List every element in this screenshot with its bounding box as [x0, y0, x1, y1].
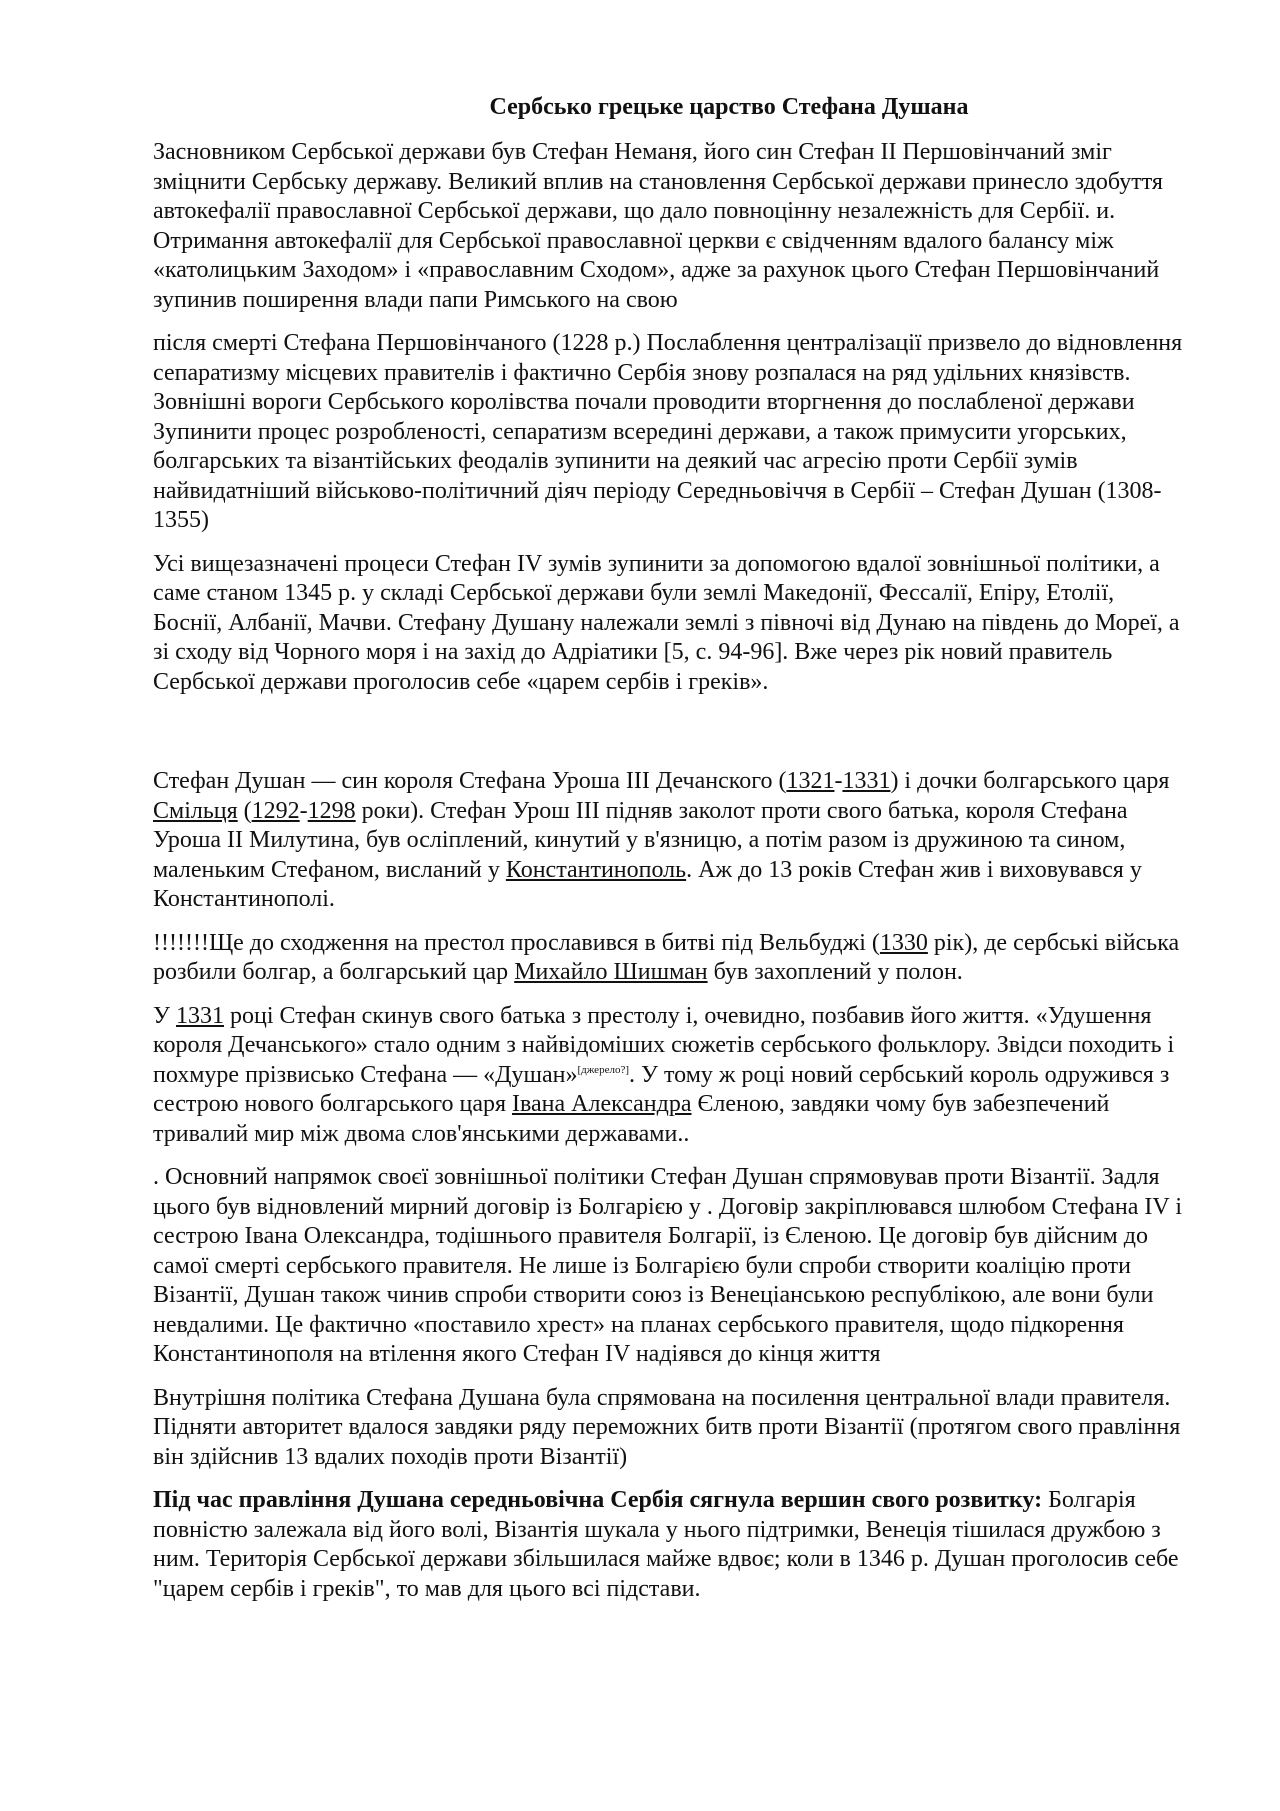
paragraph-5 — [153, 929, 1185, 988]
paragraph-9 — [153, 1486, 1185, 1604]
link-1298[interactable]: 1298 — [307, 797, 356, 824]
text-run: - — [299, 797, 308, 824]
text-run: Єленою, завдяки чому був забезпечений тривалий мир між двома слов'янськими державами.. — [153, 1091, 1110, 1147]
text-run: . Аж до 13 років Стефан жив і виховувався у Константинополі. — [153, 856, 1142, 912]
paragraph-7: . Основний напрямок своєї зовнішньої політики Стефан Душан спрямовував проти Візантії. Задля цього був відновлений мирний договір із Болгарією у . Договір закріплювався шлюбом Стефана IV і сестрою Івана Олександра, тодішнього правителя Болгарії, із Єленою. Це договір був дійсним до самої смерті сербського правителя. Не лише із Болгарією були спроби створити коаліцію проти Візантії, Душан також чинив спроби створити союз із Венеціанською республікою, але вони були невдалими. Це фактично «поставило хрест» на планах сербського правителя, щодо підкорення Константинополя на втілення якого Стефан IV надіявся до кінця життя — [153, 1164, 1182, 1367]
link-1331-year[interactable]: 1331 — [176, 1002, 224, 1029]
paragraph-6 — [153, 1002, 1185, 1150]
link-1330[interactable]: 1330 — [879, 929, 928, 956]
link-smilets[interactable]: Смільця — [153, 797, 238, 824]
text-run: був захоплений у полон. — [707, 959, 963, 985]
bold-lead: Під час правління Душана середньовічна Сербія сягнула вершин свого розвитку: — [153, 1487, 1043, 1513]
document-title: Сербсько грецьке царство Стефана Душана — [489, 94, 969, 120]
link-1331[interactable]: 1331 — [842, 768, 891, 794]
paragraph-3: Усі вищезазначені процеси Стефан IV зумів зупинити за допомогою вдалої зовнішньої політики, а саме станом 1345 р. у складі Сербської держави були землі Македонії, Фессалії, Епіру, Етолії, Боснії, Албанії, Мачви. Стефану Душану належали землі з півночі від Дунаю на південь до Мореї, а зі сходу від Чорного моря і на захід до Адріатики [5, с. 94-96]. Вже через рік новий правитель Сербської держави проголосив себе «царем сербів і греків». — [153, 550, 1180, 695]
text-run: році Стефан скинув свого батька з престолу і, очевидно, позбавив його життя. «Удушення короля Дечанського» стало одним з найвідоміших сюжетів сербського фольклору. Звідси походить і похмуре прізвисько Стефана — «Душан» — [153, 1002, 1175, 1088]
text-run: ( — [237, 797, 252, 824]
paragraph-gap — [153, 711, 1185, 767]
text-run: У — [153, 1002, 176, 1029]
text-run: Болгарія повністю залежала від його волі, Візантія шукала у нього підтримки, Венеція тішилася дружбою з ним. Територія Сербської держави збільшилася майже вдвоє; коли в 1346 р. Душан проголосив себе "царем сербів і греків", то мав для цього всі підстави. — [153, 1487, 1179, 1602]
link-1321[interactable]: 1321 — [786, 768, 835, 794]
text-run: рік), де сербські війська розбили болгар, а болгарський цар — [153, 929, 1180, 985]
link-mykhailo-shyshman[interactable]: Михайло Шишман — [514, 959, 708, 985]
paragraph-1: Засновником Сербської держави був Стефан Неманя, його син Стефан ІІ Першовінчаний зміг зміцнити Сербську державу. Великий вплив на становлення Сербської держави принесло здобуття автокефалії православної Сербської держави, що дало повноцінну незалежність для Сербії. и. Отримання автокефалії для Сербської православної церкви є свідченням вдалого балансу між «католицьким Заходом» і «православним Сходом», адже за рахунок цього Стефан Першовінчаний зупинив поширення влади папи Римського на свою — [153, 139, 1163, 313]
link-constantinople[interactable]: Константинополь — [505, 856, 687, 883]
link-ivan-alexander[interactable]: Івана Александра — [512, 1091, 692, 1117]
text-run: - — [834, 768, 843, 794]
paragraph-2: після смерті Стефана Першовінчаного (1228 р.) Послаблення централізації призвело до відновлення сепаратизму місцевих правителів і фактично Сербія знову розпалася на ряд удільних князівств. Зовнішні вороги Сербського королівства почали проводити вторгнення до послабленої держави Зупинити процес розробленості, сепаратизм всередині держави, а також примусити угорських, болгарських та візантійських феодалів зупинити на деякий час агресію проти Сербії зумів найвидатніший військово-політичний діяч періоду Середньовіччя в Сербії – Стефан Душан (1308-1355) — [153, 330, 1183, 533]
text-run: . У тому ж році новий сербський король одружився з сестрою нового болгарського царя — [153, 1061, 1170, 1117]
paragraph-4 — [153, 767, 1185, 915]
text-run: Стефан Душан — син короля Стефана Уроша III Дечанского ( — [153, 768, 787, 794]
paragraph-8: Внутрішня політика Стефана Душана була спрямована на посилення центральної влади правителя. Підняти авторитет вдалося завдяки ряду переможних битв проти Візантії (протягом свого правління він здійснив 13 вдалих походів проти Візантії) — [153, 1384, 1181, 1470]
link-1292[interactable]: 1292 — [251, 797, 300, 824]
source-needed-note[interactable]: [джерело?] — [577, 1063, 629, 1076]
text-run: роки). Стефан Урош III підняв заколот проти свого батька, короля Стефана Уроша II Милутина, був осліплений, кинутий у в'язницю, а потім разом із дружиною та сином, маленьким Стефаном, висланий у — [153, 797, 1128, 883]
text-run: !!!!!!!Ще до сходження на престол прославився в битві під Вельбуджі ( — [153, 929, 880, 956]
text-run: ) і дочки болгарського царя — [890, 768, 1170, 794]
